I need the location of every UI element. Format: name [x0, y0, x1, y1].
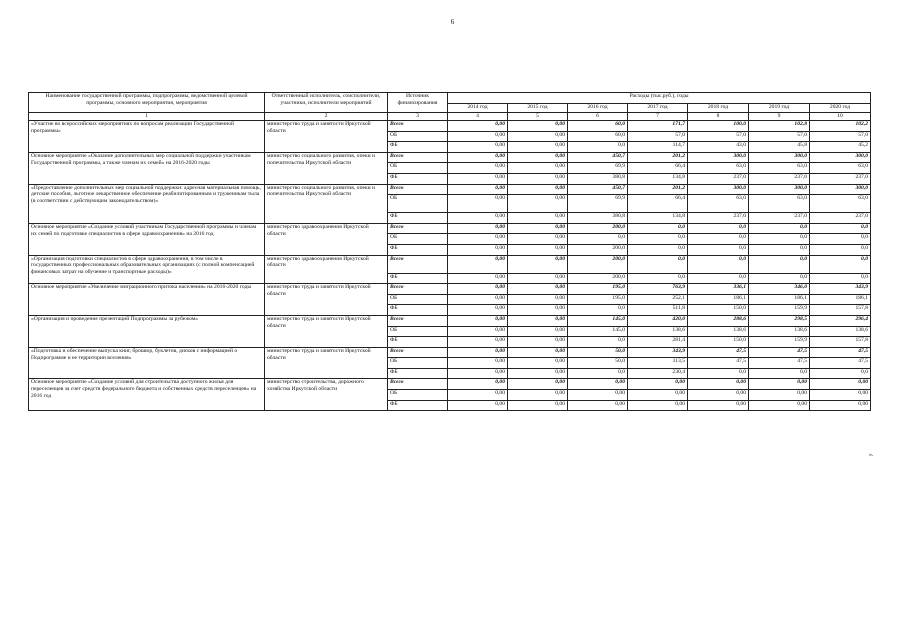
expense-value: 0,00 [448, 347, 508, 358]
funding-source: Всего [388, 184, 448, 195]
funding-source: ОБ [388, 326, 448, 337]
funding-source: ОБ [388, 390, 448, 401]
column-number: 1 [29, 113, 265, 121]
expense-value: 134,8 [628, 173, 688, 184]
expense-value: 0,0 [810, 255, 871, 273]
funding-source: ФБ [388, 213, 448, 224]
expense-value: 43,0 [688, 142, 749, 153]
expense-value: 0,00 [508, 244, 568, 255]
expense-value: 0,00 [448, 390, 508, 401]
expense-value: 186,1 [688, 294, 749, 305]
expense-value: 0,00 [628, 379, 688, 390]
expense-value: 0,00 [448, 368, 508, 379]
column-number: 3 [388, 113, 448, 121]
table-row [29, 284, 871, 295]
expense-value: 300,0 [749, 152, 810, 163]
column-number: 5 [508, 113, 568, 121]
expense-value: 47,5 [749, 358, 810, 369]
header-year: 2015 год [508, 104, 568, 113]
expense-value: 0,00 [749, 379, 810, 390]
expense-value: 0,00 [508, 223, 568, 234]
activity-name: «Участие во всероссийских мероприятиях по вопросам реализации Государственной программы» [29, 121, 265, 153]
expense-value: 298,5 [749, 315, 810, 326]
expense-value: 237,0 [749, 173, 810, 184]
responsible-executor: министерство здравоохранения Иркутской области [265, 255, 388, 284]
activity-name: «Организация подготовки специалистов в сфере здравоохранения, в том числе в государственных профессиональных образовательных организациях (с полной компенсацией финансовых затрат на обучение и транспортные расходы)» [29, 255, 265, 284]
expense-value: 195,0 [568, 294, 628, 305]
expense-value: 0,00 [508, 234, 568, 245]
expense-value: 200,0 [568, 223, 628, 234]
expense-value: 0,00 [508, 400, 568, 411]
funding-source: ФБ [388, 400, 448, 411]
funding-source: ФБ [388, 273, 448, 284]
expense-value: 0,00 [508, 379, 568, 390]
expense-value: 66,4 [628, 163, 688, 174]
expense-value: 0,00 [448, 379, 508, 390]
expense-value: 288,6 [688, 315, 749, 326]
expense-value: 186,1 [810, 294, 871, 305]
funding-source: ОБ [388, 163, 448, 174]
expense-value: 66,4 [628, 195, 688, 213]
expense-value: 200,0 [568, 244, 628, 255]
expense-value: 0,0 [749, 244, 810, 255]
funding-source: ФБ [388, 173, 448, 184]
expense-value: 0,0 [688, 223, 749, 234]
expense-value: 0,00 [508, 390, 568, 401]
expense-value: 0,00 [508, 347, 568, 358]
expense-value: 0,0 [568, 234, 628, 245]
expense-value: 0,00 [448, 284, 508, 295]
header-year: 2019 год [749, 104, 810, 113]
expense-value: 171,7 [628, 121, 688, 132]
column-number: 6 [568, 113, 628, 121]
expense-value: 0,0 [628, 223, 688, 234]
expense-value: 69,9 [568, 195, 628, 213]
funding-source: ФБ [388, 244, 448, 255]
expense-value: 47,5 [688, 347, 749, 358]
expense-value: 0,00 [749, 390, 810, 401]
expense-value: 237,0 [810, 173, 871, 184]
expense-value: 252,1 [628, 294, 688, 305]
expense-value: 0,00 [508, 284, 568, 295]
expense-value: 63,0 [810, 195, 871, 213]
expense-value: 0,00 [508, 173, 568, 184]
expense-value: 145,0 [568, 326, 628, 337]
header-expenses: Расходы (тыс.руб.), годы [448, 93, 871, 104]
expense-value: 0,00 [508, 184, 568, 195]
expense-value: 380,8 [568, 173, 628, 184]
funding-source: Всего [388, 315, 448, 326]
expense-value: 47,5 [688, 358, 749, 369]
header-year: 2016 год [568, 104, 628, 113]
expense-value: 114,7 [628, 142, 688, 153]
expense-value: 45,8 [749, 142, 810, 153]
expense-value: 0,00 [448, 326, 508, 337]
expense-value: 113,5 [628, 358, 688, 369]
table-row [29, 315, 871, 326]
table-row [29, 255, 871, 273]
expense-value: 63,0 [688, 163, 749, 174]
expense-value: 0,00 [448, 195, 508, 213]
expense-value: 157,8 [810, 337, 871, 348]
funding-source: Всего [388, 379, 448, 390]
expense-value: 380,8 [568, 213, 628, 224]
expense-value: 0,00 [508, 368, 568, 379]
expense-value: 237,0 [688, 213, 749, 224]
expense-value: 0,00 [508, 152, 568, 163]
expense-value: 0,0 [810, 273, 871, 284]
expense-value: 0,0 [628, 234, 688, 245]
expense-value: 0,00 [448, 234, 508, 245]
funding-source: Всего [388, 121, 448, 132]
expense-value: 0,00 [508, 305, 568, 316]
expense-value: 45,2 [810, 142, 871, 153]
expense-value: 186,1 [749, 294, 810, 305]
expense-value: 63,0 [749, 163, 810, 174]
expense-value: 0,00 [688, 379, 749, 390]
expense-value: 0,0 [568, 337, 628, 348]
activity-name: Основное мероприятие «Увеличение миграционного притока населения» на 2016-2020 годы [29, 284, 265, 316]
expense-value: 145,0 [568, 315, 628, 326]
expense-value: 0,00 [688, 390, 749, 401]
expense-value: 0,00 [448, 131, 508, 142]
expense-value: 300,0 [810, 152, 871, 163]
expense-value: 47,5 [749, 347, 810, 358]
expense-value: 134,8 [628, 213, 688, 224]
expense-value: 237,0 [810, 213, 871, 224]
expense-value: 0,00 [508, 131, 568, 142]
expense-value: 0,0 [810, 368, 871, 379]
expense-value: 0,00 [448, 273, 508, 284]
expense-value: 0,00 [568, 379, 628, 390]
header-source: Источник финансирования [388, 93, 448, 113]
header-year: 2018 год [688, 104, 749, 113]
expense-value: 0,00 [810, 379, 871, 390]
funding-source: ФБ [388, 142, 448, 153]
expense-value: 343,9 [810, 284, 871, 295]
expense-value: 336,1 [688, 284, 749, 295]
expense-value: 0,00 [448, 400, 508, 411]
expense-value: 0,00 [448, 121, 508, 132]
expense-value: 138,6 [810, 326, 871, 337]
column-number: 2 [265, 113, 388, 121]
expense-value: 150,0 [688, 337, 749, 348]
expense-value: 57,0 [749, 131, 810, 142]
expense-value: 296,4 [810, 315, 871, 326]
expense-value: 0,00 [508, 326, 568, 337]
expense-value: 200,0 [568, 255, 628, 273]
expense-value: 281,4 [628, 337, 688, 348]
header-name: Наименование государственной программы, подпрограммы, ведомственной целевой программы, основного мероприятия, мероприятия [29, 93, 265, 113]
expense-value: 511,8 [628, 305, 688, 316]
funding-source: ФБ [388, 305, 448, 316]
expense-value: 60,0 [568, 121, 628, 132]
activity-name: Основное мероприятие «Оказание дополнительных мер социальной поддержки участникам Государственной программы, а также членам их семей» на 2016-2020 годы [29, 152, 265, 184]
funding-source: Всего [388, 152, 448, 163]
expense-value: 0,0 [628, 255, 688, 273]
expense-value: 195,0 [568, 284, 628, 295]
responsible-executor: министерство строительства, дорожного хозяйства Иркутской области [265, 379, 388, 411]
expense-value: 102,2 [810, 121, 871, 132]
expense-value: 0,0 [810, 234, 871, 245]
responsible-executor: министерство социального развития, опеки и попечительства Иркутской области [265, 184, 388, 223]
column-number: 8 [688, 113, 749, 121]
expense-value: 0,0 [628, 273, 688, 284]
expense-value: 0,0 [688, 273, 749, 284]
responsible-executor: министерство здравоохранения Иркутской области [265, 223, 388, 255]
expense-value: 47,5 [810, 358, 871, 369]
activity-name: «Подготовка и обеспечение выпуска книг, брошюр, буклетов, дисков с информацией о Подпрограмме и ее территории вселения» [29, 347, 265, 379]
expense-value: 0,0 [810, 244, 871, 255]
funding-source: Всего [388, 284, 448, 295]
expense-value: 300,0 [810, 184, 871, 195]
expense-value: 0,00 [508, 142, 568, 153]
expense-value: 159,9 [749, 305, 810, 316]
expense-value: 0,00 [508, 358, 568, 369]
column-number: 10 [810, 113, 871, 121]
expense-value: 0,00 [508, 163, 568, 174]
expense-value: 343,9 [628, 347, 688, 358]
column-number: 7 [628, 113, 688, 121]
expense-value: 201,2 [628, 152, 688, 163]
expense-value: 300,0 [688, 152, 749, 163]
funding-source: ОБ [388, 131, 448, 142]
funding-source: Всего [388, 347, 448, 358]
expense-value: 0,00 [508, 255, 568, 273]
table-row [29, 184, 871, 195]
budget-table [28, 92, 871, 411]
expense-value: 0,00 [508, 273, 568, 284]
expense-value: 0,0 [568, 305, 628, 316]
expense-value: 450,7 [568, 152, 628, 163]
expense-value: 0,0 [749, 368, 810, 379]
funding-source: ОБ [388, 358, 448, 369]
expense-value: 0,0 [749, 255, 810, 273]
funding-source: Всего [388, 223, 448, 234]
expense-value: 100,0 [688, 121, 749, 132]
header-year: 2020 год [810, 104, 871, 113]
expense-value: 102,8 [749, 121, 810, 132]
column-number: 4 [448, 113, 508, 121]
expense-value: 0,00 [448, 294, 508, 305]
expense-value: 0,00 [508, 195, 568, 213]
column-number: 9 [749, 113, 810, 121]
expense-value: 57,0 [810, 131, 871, 142]
expense-value: 0,0 [688, 244, 749, 255]
expense-value: 63,0 [688, 195, 749, 213]
expense-value: 0,00 [448, 337, 508, 348]
funding-source: ОБ [388, 234, 448, 245]
expense-value: 0,0 [688, 368, 749, 379]
responsible-executor: министерство социального развития, опеки и попечительства Иркутской области [265, 152, 388, 184]
expense-value: 0,00 [448, 142, 508, 153]
expense-value: 0,00 [448, 223, 508, 234]
expense-value: 50,0 [568, 347, 628, 358]
expense-value: 0,0 [628, 244, 688, 255]
expense-value: 0,00 [810, 390, 871, 401]
expense-value: 0,00 [448, 213, 508, 224]
expense-value: 138,6 [749, 326, 810, 337]
expense-value: 0,0 [749, 273, 810, 284]
expense-value: 0,00 [448, 315, 508, 326]
responsible-executor: министерство труда и занятости Иркутской области [265, 315, 388, 347]
expense-value: 346,0 [749, 284, 810, 295]
expense-value: 763,9 [628, 284, 688, 295]
expense-value: 300,0 [688, 184, 749, 195]
expense-value: 0,00 [508, 337, 568, 348]
closing-quote-mark: ». [869, 452, 874, 458]
expense-value: 0,00 [749, 400, 810, 411]
expense-value: 0,0 [568, 142, 628, 153]
responsible-executor: министерство труда и занятости Иркутской области [265, 347, 388, 379]
activity-name: «Организация и проведение презентаций Подпрограммы за рубежом» [29, 315, 265, 347]
expense-value: 237,0 [749, 213, 810, 224]
expense-value: 57,0 [628, 131, 688, 142]
expense-value: 159,9 [749, 337, 810, 348]
expense-value: 0,00 [448, 255, 508, 273]
expense-value: 450,7 [568, 184, 628, 195]
funding-source: ОБ [388, 195, 448, 213]
expense-value: 47,5 [810, 347, 871, 358]
table-row [29, 152, 871, 163]
expense-value: 63,0 [749, 195, 810, 213]
expense-value: 157,8 [810, 305, 871, 316]
header-year: 2014 год [448, 104, 508, 113]
expense-value: 420,0 [628, 315, 688, 326]
budget-table-body [29, 121, 871, 411]
expense-value: 201,2 [628, 184, 688, 195]
header-executor: Ответственный исполнитель, соисполнители, участники, исполнители мероприятий [265, 93, 388, 113]
funding-source: ОБ [388, 294, 448, 305]
expense-value: 0,00 [448, 244, 508, 255]
responsible-executor: министерство труда и занятости Иркутской области [265, 284, 388, 316]
expense-value: 0,0 [688, 234, 749, 245]
expense-value: 0,00 [448, 184, 508, 195]
expense-value: 0,00 [508, 213, 568, 224]
expense-value: 150,0 [688, 305, 749, 316]
expense-value: 300,0 [749, 184, 810, 195]
expense-value: 0,0 [688, 255, 749, 273]
activity-name: Основное мероприятие «Создание условий участникам Государственной программы и членам их семей по подготовке специалистов в сфере здравоохранения» на 2016 год [29, 223, 265, 255]
table-row [29, 121, 871, 132]
expense-value: 138,6 [688, 326, 749, 337]
expense-value: 0,00 [568, 390, 628, 401]
expense-value: 0,00 [448, 163, 508, 174]
expense-value: 0,0 [749, 234, 810, 245]
expense-value: 0,00 [448, 305, 508, 316]
funding-source: Всего [388, 255, 448, 273]
expense-value: 60,0 [568, 131, 628, 142]
funding-source: ФБ [388, 337, 448, 348]
expense-value: 0,00 [508, 121, 568, 132]
header-year: 2017 год [628, 104, 688, 113]
activity-name: Основное мероприятие «Создание условий для строительства доступного жилья для переселенцев за счет средств федерального бюджета и собственных средств переселенцев» на 2016 год [29, 379, 265, 411]
table-row [29, 379, 871, 390]
expense-value: 0,0 [568, 368, 628, 379]
expense-value: 0,00 [508, 315, 568, 326]
expense-value: 0,00 [448, 173, 508, 184]
table-row [29, 223, 871, 234]
expense-value: 0,00 [810, 400, 871, 411]
expense-value: 230,4 [628, 368, 688, 379]
expense-value: 138,6 [628, 326, 688, 337]
expense-value: 57,0 [688, 131, 749, 142]
page-number: 6 [450, 18, 455, 26]
funding-source: ФБ [388, 368, 448, 379]
expense-value: 237,0 [688, 173, 749, 184]
expense-value: 0,0 [810, 223, 871, 234]
expense-value: 63,0 [810, 163, 871, 174]
responsible-executor: министерство труда и занятости Иркутской области [265, 121, 388, 153]
expense-value: 0,0 [749, 223, 810, 234]
expense-value: 50,0 [568, 358, 628, 369]
expense-value: 0,00 [628, 390, 688, 401]
expense-value: 0,00 [628, 400, 688, 411]
expense-value: 0,00 [688, 400, 749, 411]
expense-value: 200,0 [568, 273, 628, 284]
table-row [29, 347, 871, 358]
expense-value: 0,00 [448, 358, 508, 369]
expense-value: 69,9 [568, 163, 628, 174]
expense-value: 0,00 [568, 400, 628, 411]
expense-value: 0,00 [508, 294, 568, 305]
activity-name: «Предоставление дополнительных мер социальной поддержки: адресная материальная помощь, детские пособия, льготное лекарственное обеспечение реабилитированным и труженикам тыла (в соответствии с действующим законодательством)» [29, 184, 265, 223]
expense-value: 0,00 [448, 152, 508, 163]
